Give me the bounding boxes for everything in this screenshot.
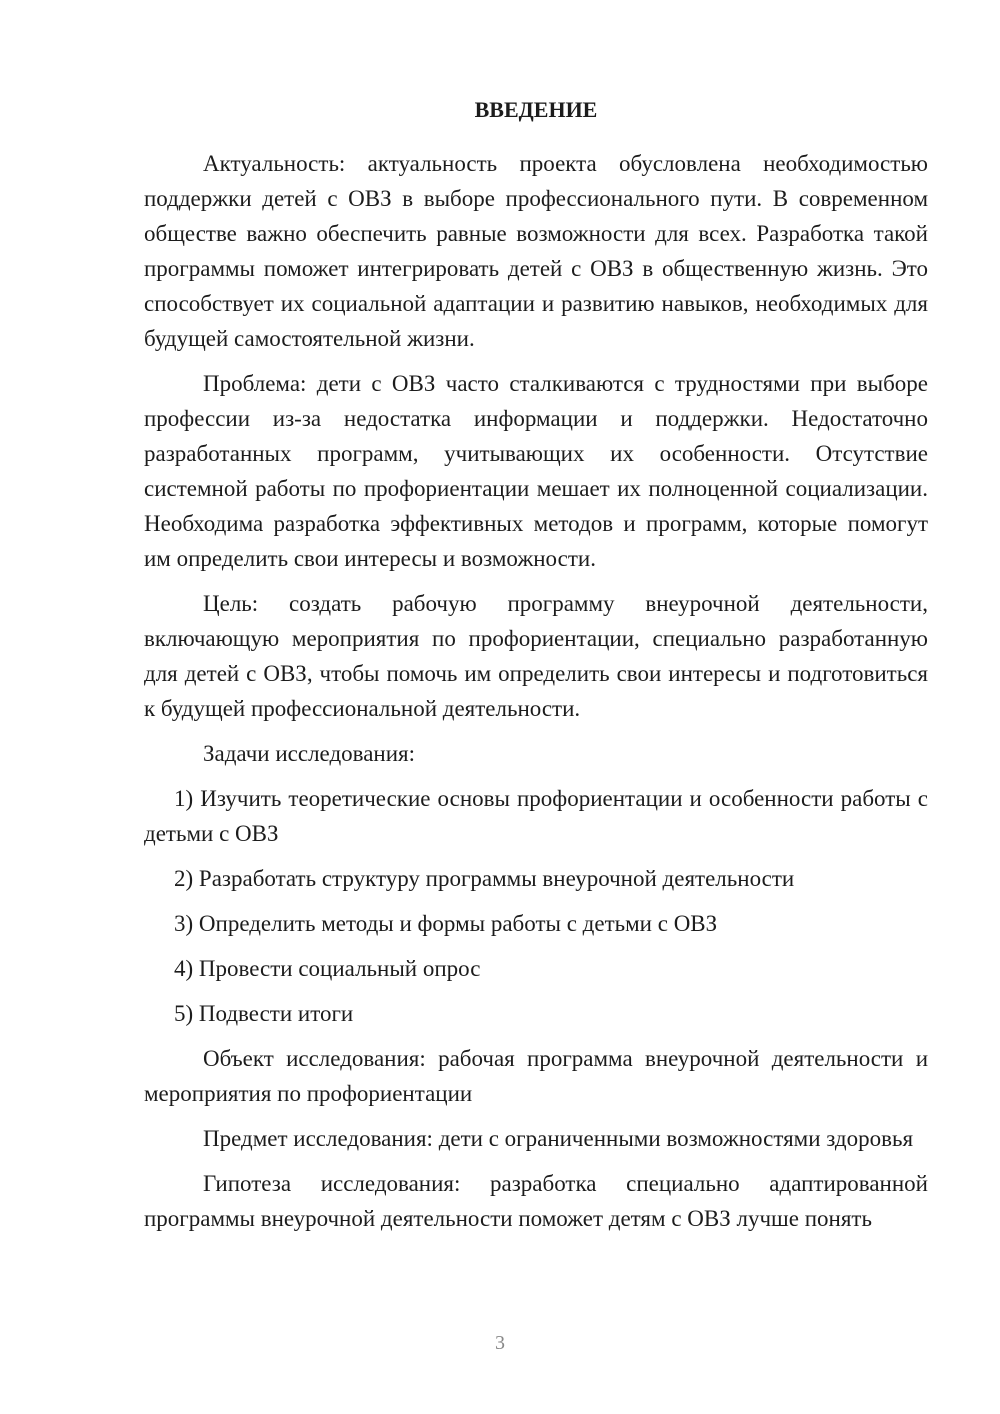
task-item: 5) Подвести итоги [174, 1001, 354, 1026]
problem-paragraph: Проблема: дети с ОВЗ часто сталкиваются с трудностями при выборе профессии из-за недостатка информации и поддержки. Недостаточно разработанных программ, учитывающих их особенности. Отсутствие системной работы по профориентации мешает их полноценной социализации. Необходима разработка эффективных методов и программ, которые помогут им определить свои интересы и возможности. [144, 371, 928, 571]
relevance-paragraph: Актуальность: актуальность проекта обусловлена необходимостью поддержки детей с ОВЗ в выборе профессионального пути. В современном обществе важно обеспечить равные возможности для всех. Разработка такой программы поможет интегрировать детей с ОВЗ в общественную жизнь. Это способствует их социальной адаптации и развитию навыков, необходимых для будущей самостоятельной жизни. [144, 151, 928, 351]
page-number: 3 [495, 1332, 505, 1354]
object-paragraph: Объект исследования: рабочая программа внеурочной деятельности и мероприятия по профориентации [144, 1046, 928, 1106]
hypothesis-paragraph: Гипотеза исследования: разработка специально адаптированной программы внеурочной деятельности поможет детям с ОВЗ лучше понять [144, 1171, 928, 1231]
document-page [144, 92, 928, 1246]
task-item: 1) Изучить теоретические основы профориентации и особенности работы с детьми с ОВЗ [144, 786, 928, 846]
task-item: 4) Провести социальный опрос [174, 956, 481, 981]
goal-paragraph: Цель: создать рабочую программу внеурочной деятельности, включающую мероприятия по профориентации, специально разработанную для детей с ОВЗ, чтобы помочь им определить свои интересы и подготовиться к будущей профессиональной деятельности. [144, 591, 928, 721]
tasks-heading: Задачи исследования: [203, 741, 416, 766]
task-item: 2) Разработать структуру программы внеурочной деятельности [174, 866, 795, 891]
section-title: ВВЕДЕНИЕ [474, 97, 598, 122]
subject-paragraph: Предмет исследования: дети с ограниченными возможностями здоровья [203, 1126, 914, 1151]
task-item: 3) Определить методы и формы работы с детьми с ОВЗ [174, 911, 718, 936]
